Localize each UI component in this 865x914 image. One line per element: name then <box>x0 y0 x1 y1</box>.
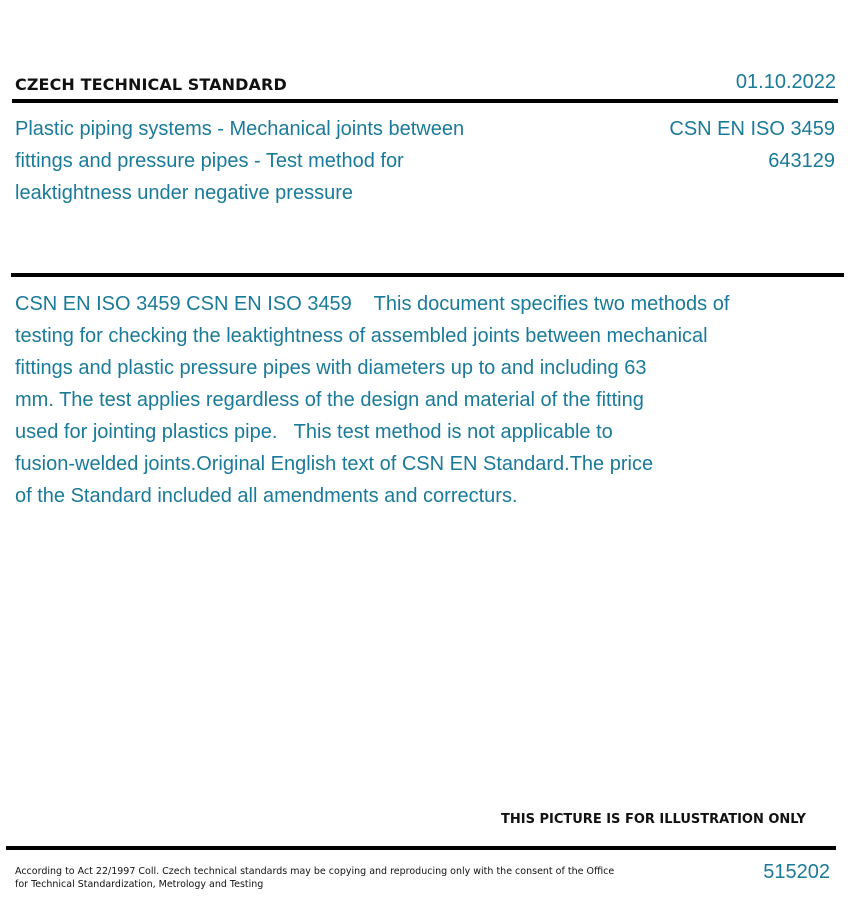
abstract-line: fittings and plastic pressure pipes with diameters up to and including 63 <box>15 357 647 379</box>
title-divider <box>11 273 844 277</box>
document-id-number: 515202 <box>763 861 830 883</box>
legal-line: for Technical Standardization, Metrology and Testing <box>15 879 264 890</box>
abstract-line: testing for checking the leaktightness of assembled joints between mechanical <box>15 325 708 347</box>
title-line: Plastic piping systems - Mechanical joints between <box>15 118 465 140</box>
publication-date: 01.10.2022 <box>735 71 836 93</box>
abstract-line: used for jointing plastics pipe. This test method is not applicable to <box>15 421 613 443</box>
abstract-text <box>15 288 805 512</box>
header-divider <box>12 99 838 103</box>
standard-identifier <box>669 113 835 177</box>
standard-code: CSN EN ISO 3459 <box>669 118 835 140</box>
classification-number: 643129 <box>768 150 835 172</box>
document-title <box>15 113 535 209</box>
document-type-label: CZECH TECHNICAL STANDARD <box>15 75 287 94</box>
illustration-notice: THIS PICTURE IS FOR ILLUSTRATION ONLY <box>501 812 806 827</box>
abstract-line: of the Standard included all amendments and correcturs. <box>15 485 518 507</box>
title-line: leaktightness under negative pressure <box>15 182 353 204</box>
footer-divider <box>6 846 836 850</box>
legal-notice <box>15 865 615 891</box>
title-line: fittings and pressure pipes - Test method for <box>15 150 404 172</box>
abstract-line: CSN EN ISO 3459 CSN EN ISO 3459 This document specifies two methods of <box>15 293 730 315</box>
legal-line: According to Act 22/1997 Coll. Czech technical standards may be copying and reproducing only with the consent of the Office <box>15 866 615 877</box>
abstract-line: fusion-welded joints.Original English text of CSN EN Standard.The price <box>15 453 654 475</box>
abstract-line: mm. The test applies regardless of the design and material of the fitting <box>15 389 644 411</box>
